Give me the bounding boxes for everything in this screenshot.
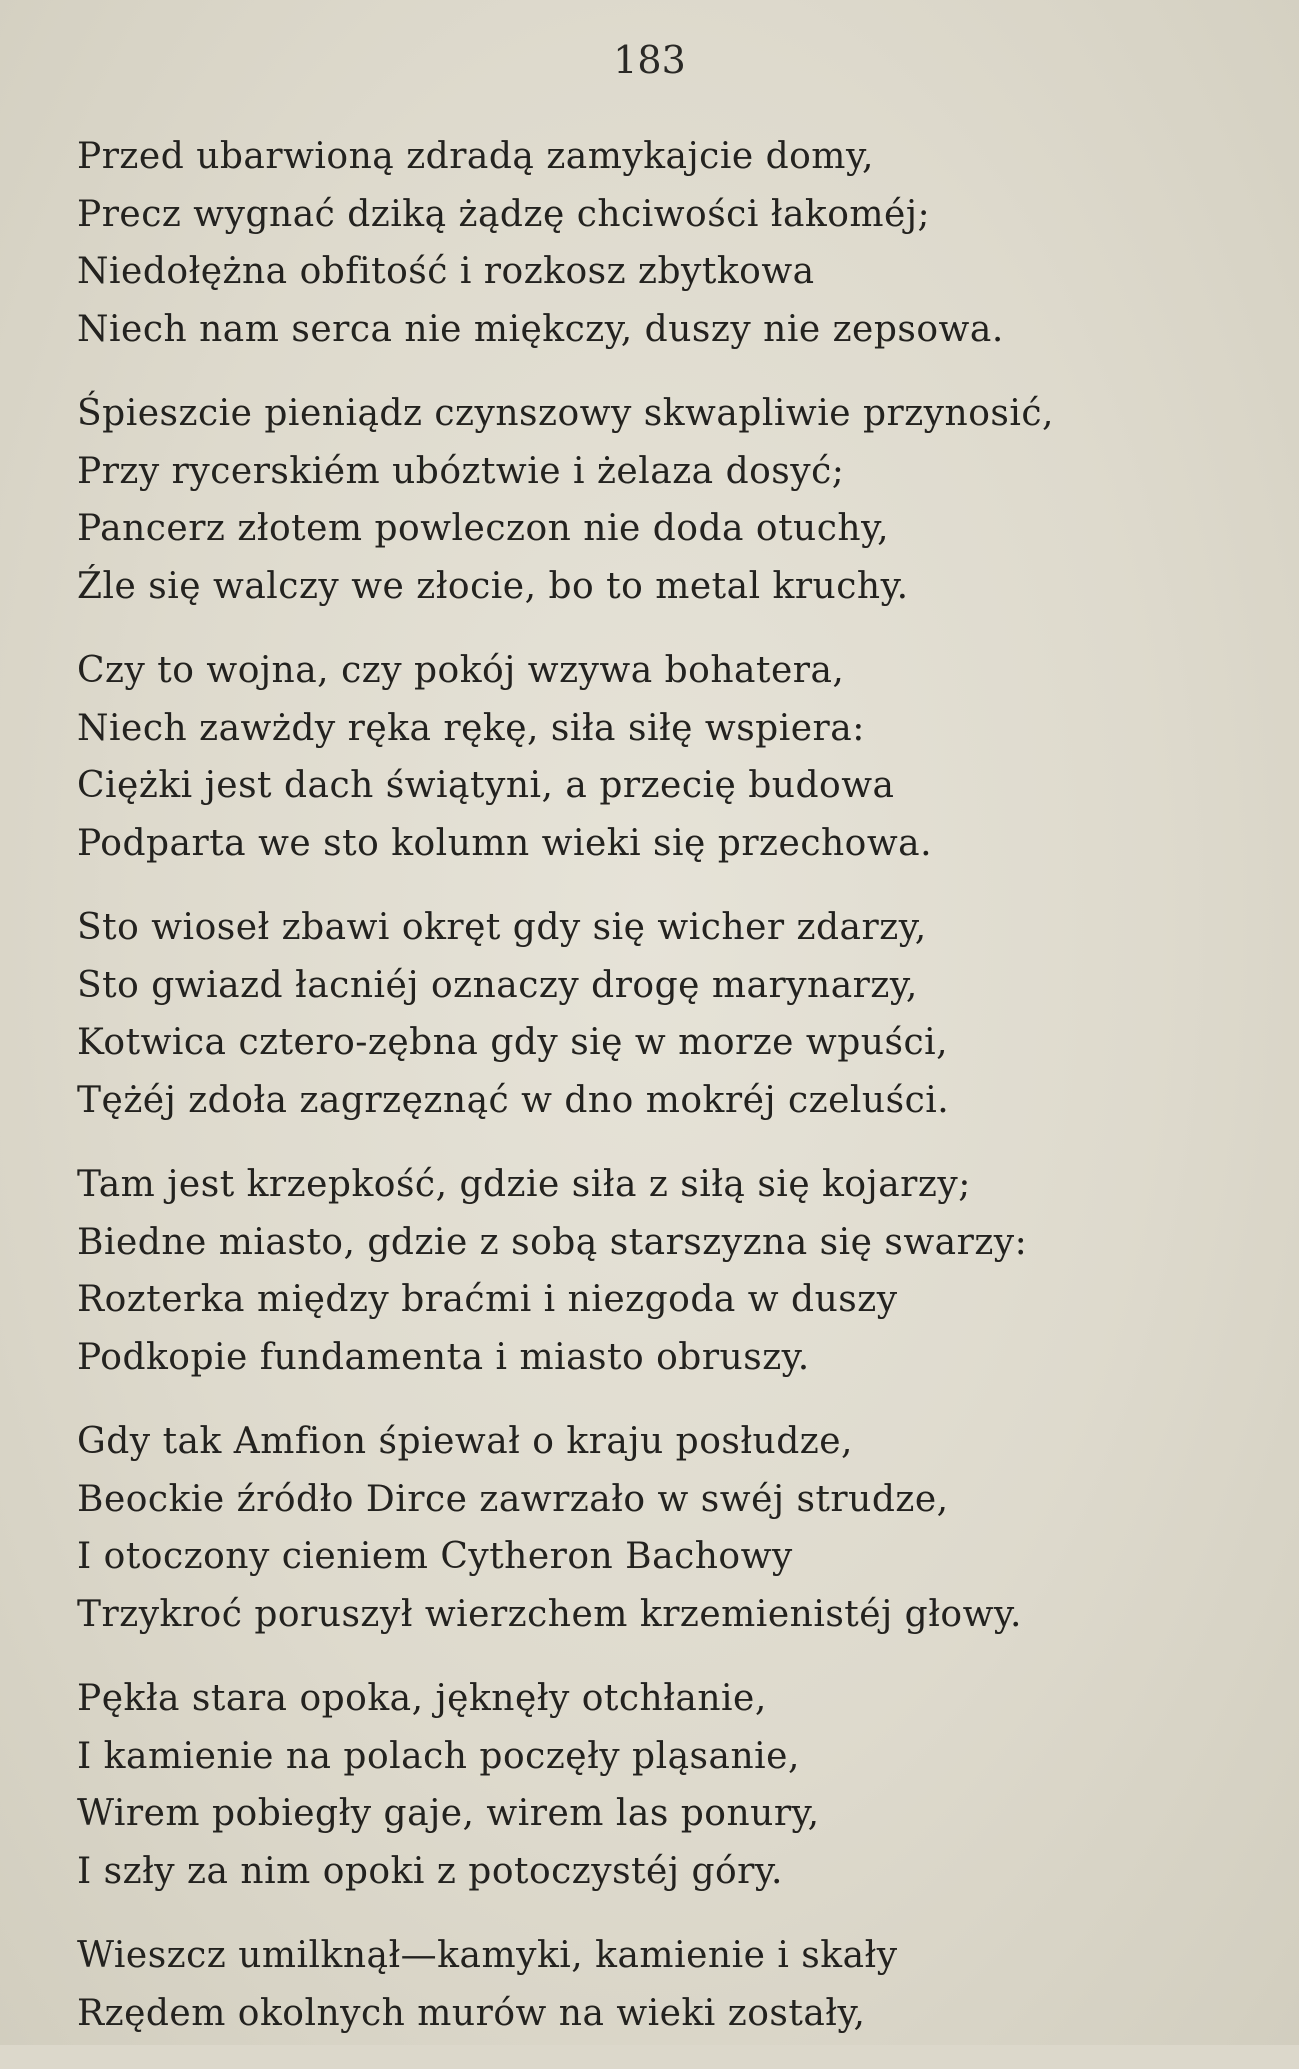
verse-line: Podparta we sto kolumn wieki się przechowa. [77, 822, 933, 864]
verse-line: Śpieszcie pieniądz czynszowy skwapliwie przynosić, [77, 393, 1054, 434]
verse-line: Sto gwiazd łacniéj oznaczy drogę marynarzy, [77, 964, 918, 1006]
stanza [77, 128, 1277, 358]
verse-line: Ciężki jest dach świątyni, a przecię budowa [77, 765, 895, 806]
stanza [77, 642, 1277, 872]
verse-line: Przy rycerskiém ubóztwie i żelaza dosyć; [77, 450, 845, 492]
verse-line: Tężéj zdoła zagrzęznąć w dno mokréj czeluści. [77, 1079, 950, 1121]
verse-line: Pancerz złotem powleczon nie doda otuchy, [77, 508, 890, 549]
verse-line: Biedne miasto, gdzie z sobą starszyzna się swarzy: [77, 1221, 1028, 1263]
verse-line: Niedołężna obfitość i rozkosz zbytkowa [77, 251, 815, 292]
verse-line: Czy to wojna, czy pokój wzywa bohatera, [77, 650, 845, 691]
verse-line: Podkopie fundamenta i miasto obruszy. [77, 1336, 810, 1378]
verse-line: Pękła stara opoka, jęknęły otchłanie, [77, 1678, 767, 1719]
verse-line: Precz wygnać dziką żądzę chciwości łakoméj; [77, 193, 931, 235]
verse-line: I szły za nim opoki z potoczystéj góry. [77, 1850, 783, 1892]
verse-line: Źle się walczy we złocie, bo to metal kruchy. [77, 565, 909, 607]
page-number: 183 [613, 38, 686, 82]
stanza [77, 385, 1277, 615]
verse-line: Niech zawżdy ręka rękę, siła siłę wspiera: [77, 707, 865, 749]
verse-line: Beockie źródło Dirce zawrzało w swéj strudze, [77, 1478, 949, 1520]
verse-line: Przed ubarwioną zdradą zamykajcie domy, [77, 136, 874, 177]
verse-line: Rozterka między braćmi i niezgoda w duszy [77, 1279, 898, 1320]
verse-line: Gdy tak Amfion śpiewał o kraju posłudze, [77, 1421, 853, 1462]
verse-line: I otoczony cieniem Cytheron Bachowy [77, 1536, 793, 1577]
stanza [77, 1927, 1277, 2042]
stanza [77, 1670, 1277, 1900]
verse-line: Trzykroć poruszył wierzchem krzemienistéj głowy. [77, 1593, 1022, 1635]
stanza [77, 1156, 1277, 1386]
stanza [77, 899, 1277, 1129]
verse-line: Niech nam serca nie miękczy, duszy nie zepsowa. [77, 308, 1004, 350]
verse-line: Sto wioseł zbawi okręt gdy się wicher zdarzy, [77, 907, 927, 948]
poem-text [77, 128, 1277, 2069]
verse-line: Wieszcz umilknął—kamyki, kamienie i skały [77, 1935, 898, 1976]
verse-line: Tam jest krzepkość, gdzie siła z siłą się kojarzy; [77, 1164, 971, 1205]
verse-line: Rzędem okolnych murów na wieki zostały, [77, 1992, 866, 2034]
stanza [77, 1413, 1277, 1643]
verse-line: Wirem pobiegły gaje, wirem las ponury, [77, 1793, 820, 1834]
verse-line: Kotwica cztero-zębna gdy się w morze wpuści, [77, 1022, 949, 1063]
verse-line: I kamienie na polach poczęły pląsanie, [77, 1735, 800, 1777]
